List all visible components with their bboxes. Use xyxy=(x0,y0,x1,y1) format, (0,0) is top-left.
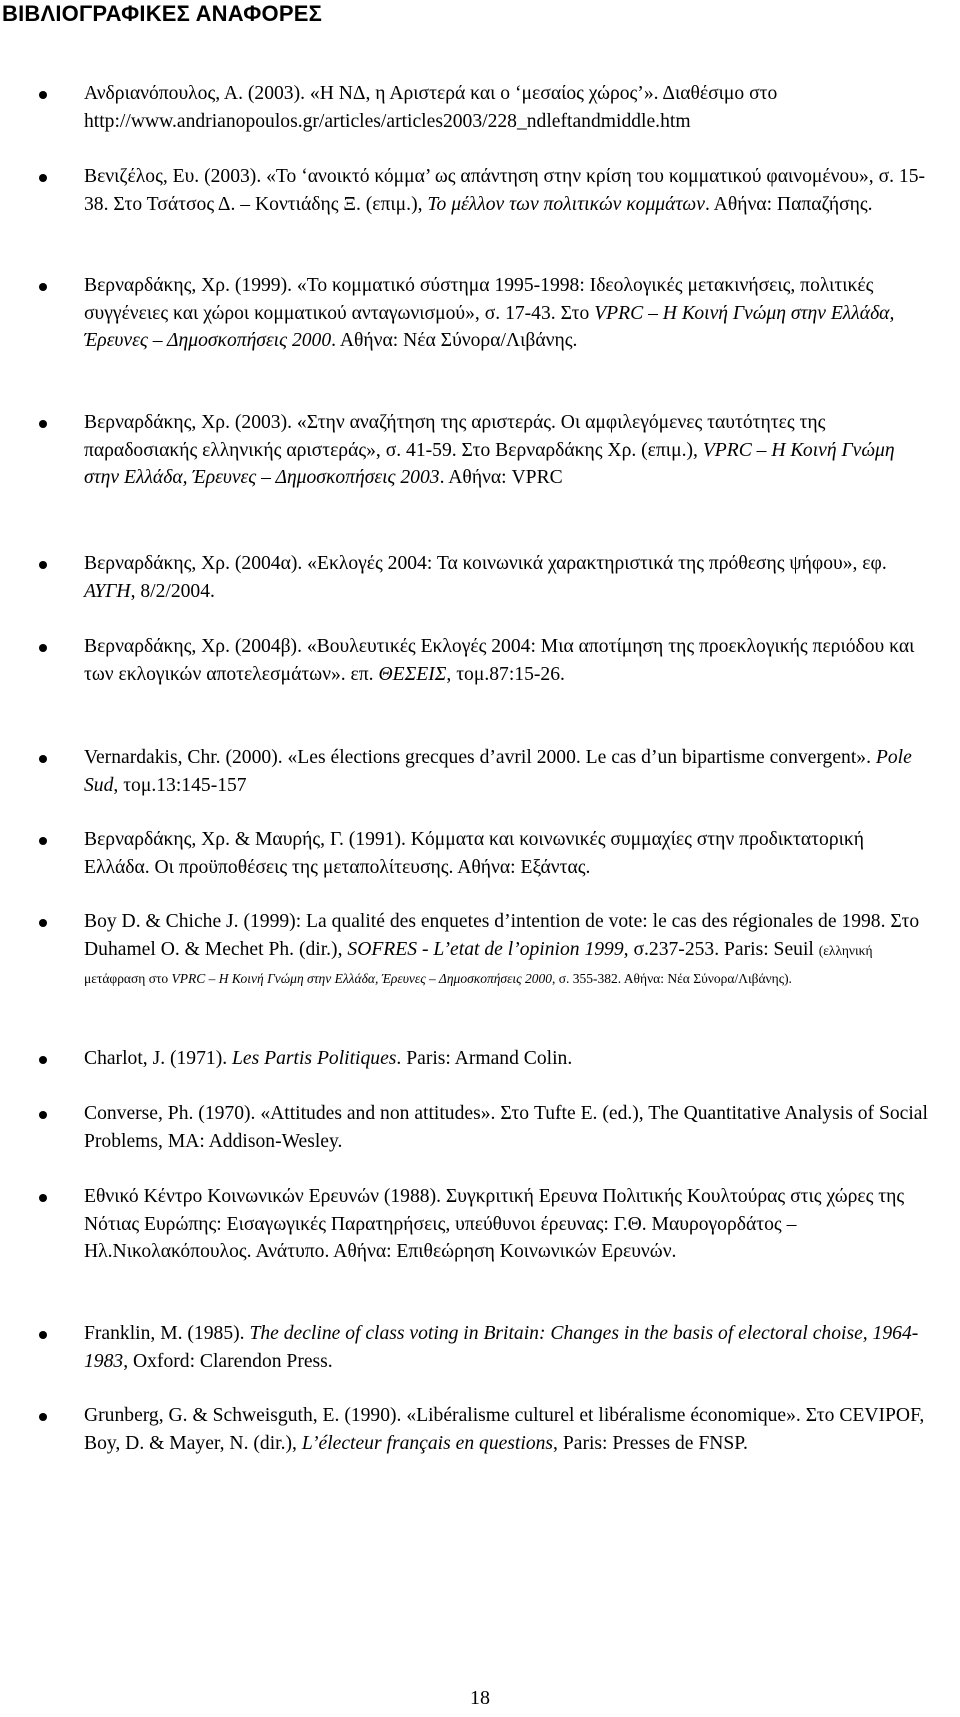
reference-segment: Franklin, M. (1985). xyxy=(84,1323,250,1344)
reference-segment: Les Partis Politiques xyxy=(232,1048,397,1069)
reference-segment: , τομ.87:15-26. xyxy=(446,663,565,685)
reference-segment: . Αθήνα: Νέα Σύνορα/Λιβάνης. xyxy=(331,330,578,351)
reference-segment: Συγκριτική Ερευνα Πολιτικής Κουλτούρας στις χώρες της Νότιας Ευρώπης: Εισαγωγικές Παρατηρήσεις xyxy=(84,1186,905,1235)
reference-text xyxy=(84,744,934,799)
reference-segment: ΘΕΣΕΙΣ xyxy=(378,663,447,685)
reference-segment: Pole Sud xyxy=(84,747,912,796)
reference-segment: , MA: Addison-Wesley. xyxy=(158,1130,343,1152)
reference-text xyxy=(84,1320,934,1375)
bullet-icon xyxy=(39,837,47,845)
reference-text xyxy=(84,80,934,135)
reference-segment: . Αθήνα: Παπαζήσης. xyxy=(704,193,873,215)
reference-segment: . Αθήνα: Εξάντας. xyxy=(448,856,591,878)
reference-segment: L’électeur français en questions xyxy=(301,1432,554,1454)
reference-text xyxy=(84,1402,934,1457)
bullet-icon xyxy=(39,174,47,182)
reference-item xyxy=(84,1183,934,1266)
reference-item xyxy=(84,550,934,605)
reference-segment: ΑΥΓΗ xyxy=(84,580,131,602)
reference-item xyxy=(84,908,934,993)
bullet-icon xyxy=(39,755,47,763)
reference-segment: VPRC – Η Κοινή Γνώμη στην Ελλάδα, Έρευνες – Δημοσκοπήσεις 2000 xyxy=(171,971,553,986)
bullet-icon xyxy=(39,1194,47,1202)
reference-item xyxy=(84,826,934,881)
reference-item xyxy=(84,272,934,355)
reference-segment: Boy D. & Chiche J. (1999): La qualité des enquetes d’intention de vote: le cas des régionales de 1998. Στο Duhamel O. & Mechet Ph. (dir.), xyxy=(84,911,920,960)
reference-text xyxy=(84,1183,934,1266)
bullet-icon xyxy=(39,91,47,99)
reference-text xyxy=(84,550,934,605)
reference-text xyxy=(84,633,934,688)
reference-segment: Βερναρδάκης, Χρ. (2003). «Στην αναζήτηση της αριστεράς. Οι αμφιλεγόμενες ταυτότητες της παραδοσιακής ελληνικής αριστεράς», σ. 41-59. Στο Βερναρδάκης Χρ. (επιμ.), xyxy=(84,412,826,461)
reference-item xyxy=(84,1100,934,1155)
reference-segment: Το μέλλον των πολιτικών κομμάτων xyxy=(427,193,705,215)
page-heading: ΒΙΒΛΙΟΓΡΑΦΙΚΕΣ ΑΝΑΦΟΡΕΣ xyxy=(2,1,322,26)
reference-segment: Βερναρδάκης, Χρ. (1999). «Το κομματικό σύστημα 1995-1998: Ιδεολογικές μετακινήσεις, πολιτικές συγγένειες και χώροι κομματικού ανταγωνισμού», σ. 17-43. Στο xyxy=(84,275,874,324)
reference-item xyxy=(84,80,934,135)
reference-item xyxy=(84,409,934,492)
reference-segment: , τομ.13:145-157 xyxy=(113,774,247,796)
reference-item xyxy=(84,1402,934,1457)
reference-segment: , Oxford: Clarendon Press. xyxy=(123,1350,333,1372)
reference-segment: . Paris: Armand Colin. xyxy=(396,1048,573,1069)
reference-segment: Βερναρδάκης, Χρ. & Μαυρής, Γ. (1991). xyxy=(84,829,411,850)
reference-item xyxy=(84,1045,934,1073)
reference-segment: The decline of class voting in Britain: Changes in the basis of electoral choise, 1964-1983 xyxy=(84,1323,919,1372)
reference-segment: Βενιζέλος, Ευ. (2003). «Το ‘ανοικτό κόμμα’ ως απάντηση στην κρίση του κομματικού φαινομένου», σ. 15-38. Στο Τσάτσος Δ. – Κοντιάδης Ξ. (επιμ.), xyxy=(84,166,926,215)
reference-segment: Βερναρδάκης, Χρ. (2004α). «Εκλογές 2004: Τα κοινωνικά χαρακτηριστικά της πρόθεσης ψήφου», εφ. xyxy=(84,553,887,574)
reference-segment: , Paris: Presses de FNSP. xyxy=(553,1432,748,1454)
reference-text xyxy=(84,1045,934,1073)
reference-item xyxy=(84,633,934,688)
reference-item xyxy=(84,1320,934,1375)
reference-segment: σ.237-253. Paris: Seuil xyxy=(628,938,819,960)
reference-segment: , υπεύθυνοι έρευνας: Γ.Θ. Μαυρογορδάτος – Ηλ.Νικολακόπουλος. Ανάτυπο. Αθήνα: Επιθεώρηση Κοινωνικών Ερευνών. xyxy=(84,1213,797,1262)
reference-text xyxy=(84,1100,934,1155)
reference-segment: Charlot, J. (1971). xyxy=(84,1048,233,1069)
reference-text xyxy=(84,163,934,218)
reference-item xyxy=(84,744,934,799)
bullet-icon xyxy=(39,420,47,428)
reference-segment: Converse, Ph. (1970). «Attitudes and non attitudes». Στο Tufte E. (ed.), xyxy=(84,1103,649,1124)
bullet-icon xyxy=(39,1056,47,1064)
reference-segment: Κόμματα και κοινωνικές συμμαχίες στην προδικτατορική Ελλάδα. Οι προϋποθέσεις της μεταπολίτευσης xyxy=(84,829,865,878)
reference-segment: SOFRES - L’etat de l’opinion 1999, xyxy=(347,938,629,960)
bullet-icon xyxy=(39,561,47,569)
reference-segment: Βερναρδάκης, Χρ. (2004β). «Βουλευτικές Εκλογές 2004: Μια αποτίμηση της προεκλογικής περιόδου και των εκλογικών αποτελεσμάτων». επ. xyxy=(84,636,915,685)
reference-segment: Vernardakis, Chr. (2000). «Les élections grecques d’avril 2000. Le cas d’un bipartisme convergent». xyxy=(84,747,876,768)
reference-segment: (ελληνική μετάφραση στο xyxy=(84,942,873,986)
bullet-icon xyxy=(39,1413,47,1421)
bullet-icon xyxy=(39,1111,47,1119)
reference-text xyxy=(84,272,934,355)
bullet-icon xyxy=(39,644,47,652)
reference-item xyxy=(84,163,934,218)
bullet-icon xyxy=(39,283,47,291)
reference-segment: , 8/2/2004. xyxy=(130,580,215,602)
reference-text xyxy=(84,409,934,492)
bullet-icon xyxy=(39,1331,47,1339)
reference-segment: VPRC – Η Κοινή Γνώμη στην Ελλάδα, Έρευνες – Δημοσκοπήσεις 2003 xyxy=(84,439,895,488)
page-number: 18 xyxy=(470,1687,490,1709)
reference-segment: Ανδριανόπουλος, Α. (2003). «Η ΝΔ, η Αριστερά και ο ‘μεσαίος χώρος’». Διαθέσιμο στο http://www.andrianopoulos.gr/articles/articles2003/228_ndleftandmiddle.htm xyxy=(84,83,778,132)
reference-segment: Grunberg, G. & Schweisguth, E. (1990). «Libéralisme culturel et libéralisme économique». Στο CEVIPOF, Boy, D. & Mayer, N. (dir.), xyxy=(84,1405,925,1454)
reference-segment: The Quantitative Analysis of Social Problems xyxy=(84,1103,928,1152)
reference-segment: , σ. 355-382. Αθήνα: Νέα Σύνορα/Λιβάνης). xyxy=(552,971,792,986)
reference-segment: Εθνικό Κέντρο Κοινωνικών Ερευνών (1988). xyxy=(84,1186,446,1207)
reference-text xyxy=(84,826,934,881)
bullet-icon xyxy=(39,919,47,927)
reference-segment: VPRC – Η Κοινή Γνώμη στην Ελλάδα, Έρευνες – Δημοσκοπήσεις 2000 xyxy=(84,302,895,351)
reference-text xyxy=(84,908,934,993)
reference-segment: . Αθήνα: VPRC xyxy=(439,467,563,488)
